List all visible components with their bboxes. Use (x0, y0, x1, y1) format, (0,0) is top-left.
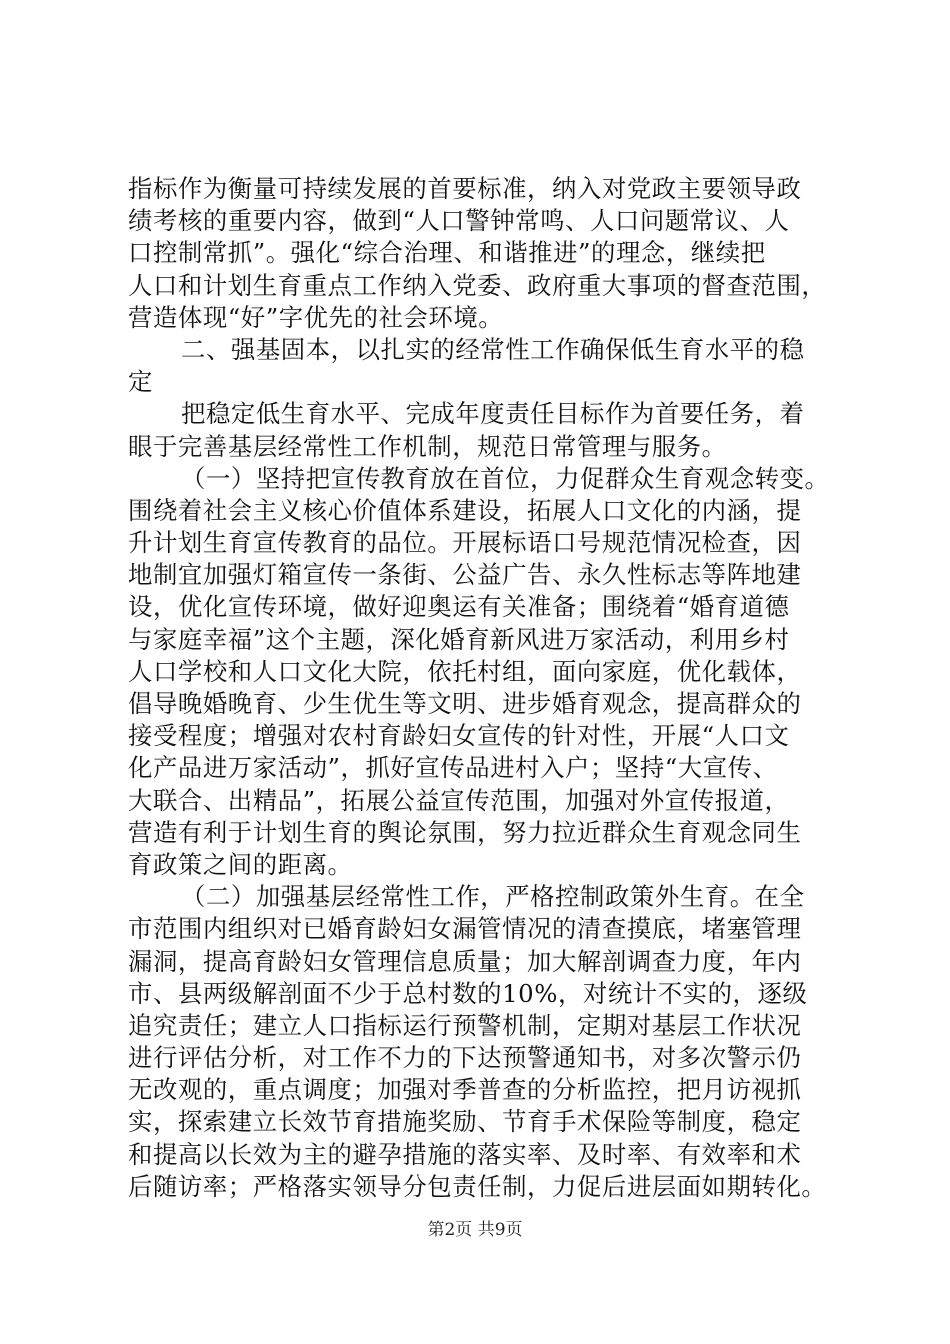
text-line: 指标作为衡量可持续发展的首要标准，纳入对党政主要领导政 (128, 174, 802, 203)
text-line: 营造体现“好”字优先的社会环境。 (128, 302, 504, 332)
text-line: 绩考核的重要内容，做到“人口警钟常鸣、人口问题常议、人 (128, 206, 790, 236)
text-line: 后随访率；严格落实领导分包责任制，力促后进层面如期转化。 (128, 1171, 827, 1201)
text-line: 和提高以长效为主的避孕措施的落实率、及时率、有效率和术 (128, 1139, 802, 1169)
text-line: 围绕着社会主义核心价值体系建设，拓展人口文化的内涵，提 (128, 495, 802, 525)
text-line: 人口学校和人口文化大院，依托村组，面向家庭，优化载体， (128, 656, 802, 686)
text-line: 与家庭幸福”这个主题，深化婚育新风进万家活动，利用乡村 (128, 624, 790, 654)
text-line: 大联合、出精品”，拓展公益宣传范围，加强对外宣传报道， (128, 785, 790, 815)
text-line: 口控制常抓”。强化“综合治理、和谐推进”的理念，继续把 (128, 238, 766, 268)
page-number-footer: 第2页 共9页 (427, 1220, 523, 1240)
text-line: 无改观的，重点调度；加强对季普查的分析监控，把月访视抓 (128, 1075, 802, 1105)
text-line: 接受程度；增强对农村育龄妇女宣传的针对性，开展“人口文 (128, 721, 790, 751)
section-heading-line: 定 (128, 367, 153, 397)
text-line: 人口和计划生育重点工作纳入党委、政府重大事项的督查范围， (128, 270, 827, 300)
text-line: 育政策之间的距离。 (128, 849, 353, 879)
text-line: 升计划生育宣传教育的品位。开展标语口号规范情况检查，因 (128, 528, 802, 558)
subsection-heading-line: （二）加强基层经常性工作，严格控制政策外生育。在全 (181, 882, 805, 912)
text-line: 设，优化宣传环境，做好迎奥运有关准备；围绕着“婚育道德 (128, 592, 790, 622)
text-line: 地制宜加强灯箱宣传一条街、公益广告、永久性标志等阵地建 (128, 560, 802, 590)
text-line: 化产品进万家活动”，抓好宣传品进村入户；坚持“大宣传、 (128, 753, 778, 783)
text-line: 倡导晚婚晚育、少生优生等文明、进步婚育观念，提高群众的 (128, 689, 802, 718)
text-line: 市、县两级解剖面不少于总村数的10%，对统计不实的，逐级 (128, 978, 808, 1008)
text-line: 进行评估分析，对工作不力的下达预警通知书，对多次警示仍 (128, 1043, 802, 1073)
text-line: 把稳定低生育水平、完成年度责任目标作为首要任务，着 (181, 399, 805, 429)
text-line: 漏洞，提高育龄妇女管理信息质量；加大解剖调查力度，年内 (128, 946, 802, 976)
section-heading-line: 二、强基固本，以扎实的经常性工作确保低生育水平的稳 (181, 334, 805, 364)
text-line: 营造有利于计划生育的舆论氛围，努力拉近群众生育观念同生 (128, 817, 802, 847)
text-line: 追究责任；建立人口指标运行预警机制，定期对基层工作状况 (128, 1010, 802, 1040)
document-body (128, 173, 828, 1203)
subsection-heading-line: （一）坚持把宣传教育放在首位，力促群众生育观念转变。 (181, 463, 830, 493)
text-line: 眼于完善基层经常性工作机制，规范日常管理与服务。 (128, 431, 727, 461)
text-line: 实，探索建立长效节育措施奖励、节育手术保险等制度，稳定 (128, 1107, 802, 1137)
text-line: 市范围内组织对已婚育龄妇女漏管情况的清查摸底，堵塞管理 (128, 914, 802, 944)
